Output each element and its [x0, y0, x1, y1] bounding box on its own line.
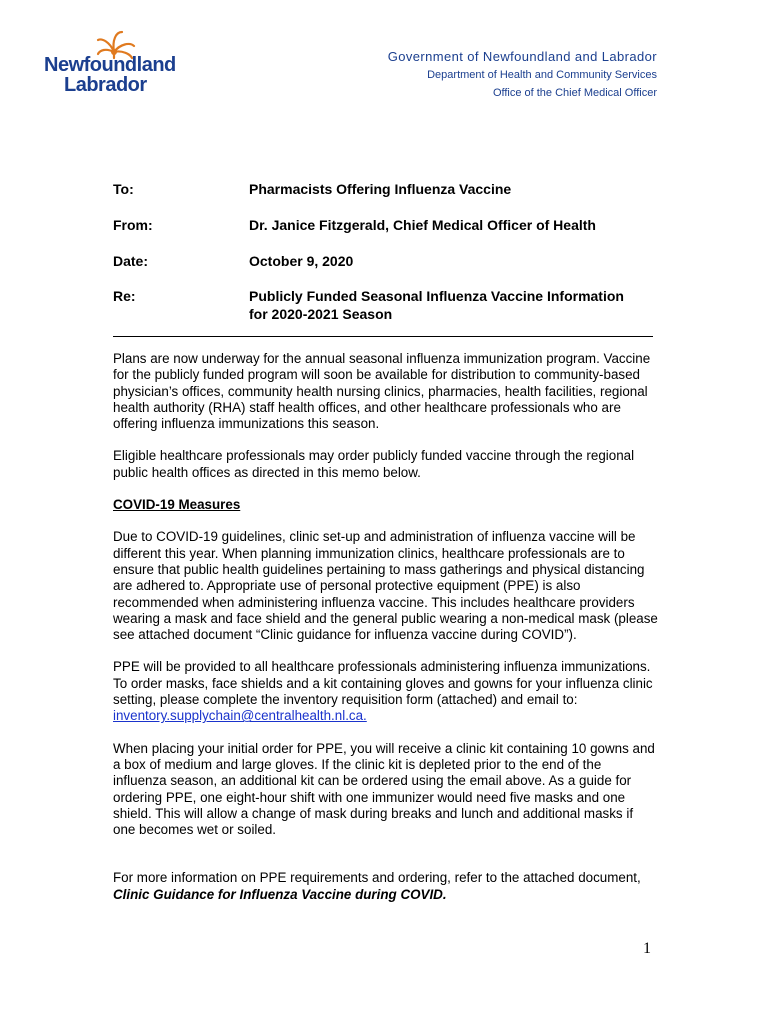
paragraph-covid-guidelines: Due to COVID-19 guidelines, clinic set-up and administration of influenza vaccine will be different this year. When planning immunization clinics, healthcare professionals are to ensure that public health guidelines pertaining to mass gatherings and physical distancing are adhered to. Appropriate use of personal protective equipment (PPE) is also recommended when administering influenza vaccine. This includes healthcare providers wearing a mask and face shield and the general public wearing a non-medical mask (please see attached document “Clinic guidance for influenza vaccine during COVID”). [113, 529, 658, 643]
page-number: 1 [643, 940, 651, 957]
memo-body [113, 351, 658, 919]
memo-from-row [113, 216, 658, 234]
ppe-ordering-text: PPE will be provided to all healthcare professionals administering influenza immunizations. To order masks, face shields and a kit containing gloves and gowns for your influenza clinic setting, please complete the inventory requisition form (attached) and email to: [113, 659, 653, 708]
logo-line-1: Newfoundland [44, 54, 176, 76]
from-label: From: [113, 217, 153, 233]
re-value [249, 287, 658, 323]
paragraph-initial-order: When placing your initial order for PPE, you will receive a clinic kit containing 10 gowns and a box of medium and large gloves. If the clinic kit is depleted prior to the end of the influenza season, an additional kit can be ordered using the email above. As a guide for ordering PPE, one eight-hour shift with one immunizer would need five masks and one shield. This will allow a change of mask during breaks and lunch and additional masks if one becomes wet or soiled. [113, 740, 655, 838]
letterhead [388, 48, 657, 102]
date-value: October 9, 2020 [249, 253, 354, 269]
re-value-line-2: for 2020-2021 Season [249, 306, 393, 322]
logo-line-2: Labrador [64, 74, 147, 96]
to-value: Pharmacists Offering Influenza Vaccine [249, 181, 512, 197]
re-value-line-1: Publicly Funded Seasonal Influenza Vaccine Information [249, 288, 624, 304]
from-value: Dr. Janice Fitzgerald, Chief Medical Officer of Health [249, 217, 596, 233]
government-logo [40, 28, 180, 108]
covid-measures-heading: COVID-19 Measures [113, 497, 241, 513]
more-info-text: For more information on PPE requirements and ordering, refer to the attached document, [113, 870, 641, 886]
memo-to-row [113, 180, 658, 198]
to-label: To: [113, 181, 134, 197]
paragraph-more-info [113, 870, 658, 903]
department-name: Department of Health and Community Services [427, 69, 657, 81]
clinic-guidance-title: Clinic Guidance for Influenza Vaccine during COVID. [113, 886, 447, 902]
memo-date-row [113, 252, 658, 270]
inventory-email-link[interactable]: inventory.supplychain@centralhealth.nl.ca. [113, 708, 367, 724]
office-name: Office of the Chief Medical Officer [492, 87, 657, 99]
re-label: Re: [113, 288, 136, 304]
date-label: Date: [113, 253, 149, 269]
government-name: Government of Newfoundland and Labrador [387, 49, 657, 64]
memo-re-row [113, 287, 658, 323]
paragraph-intro: Plans are now underway for the annual seasonal influenza immunization program. Vaccine for the publicly funded program will soon be available for distribution to community-based physician’s offices, community health nursing clinics, pharmacies, health facilities, regional health authority (RHA) staff health offices, and other healthcare professionals who are offering influenza immunizations this season. [113, 351, 651, 432]
paragraph-eligibility: Eligible healthcare professionals may order publicly funded vaccine through the regional public health offices as directed in this memo below. [113, 448, 635, 480]
paragraph-ppe-ordering [113, 659, 658, 724]
memo-header [113, 180, 658, 323]
spacer [113, 854, 658, 870]
header-divider [113, 336, 653, 337]
